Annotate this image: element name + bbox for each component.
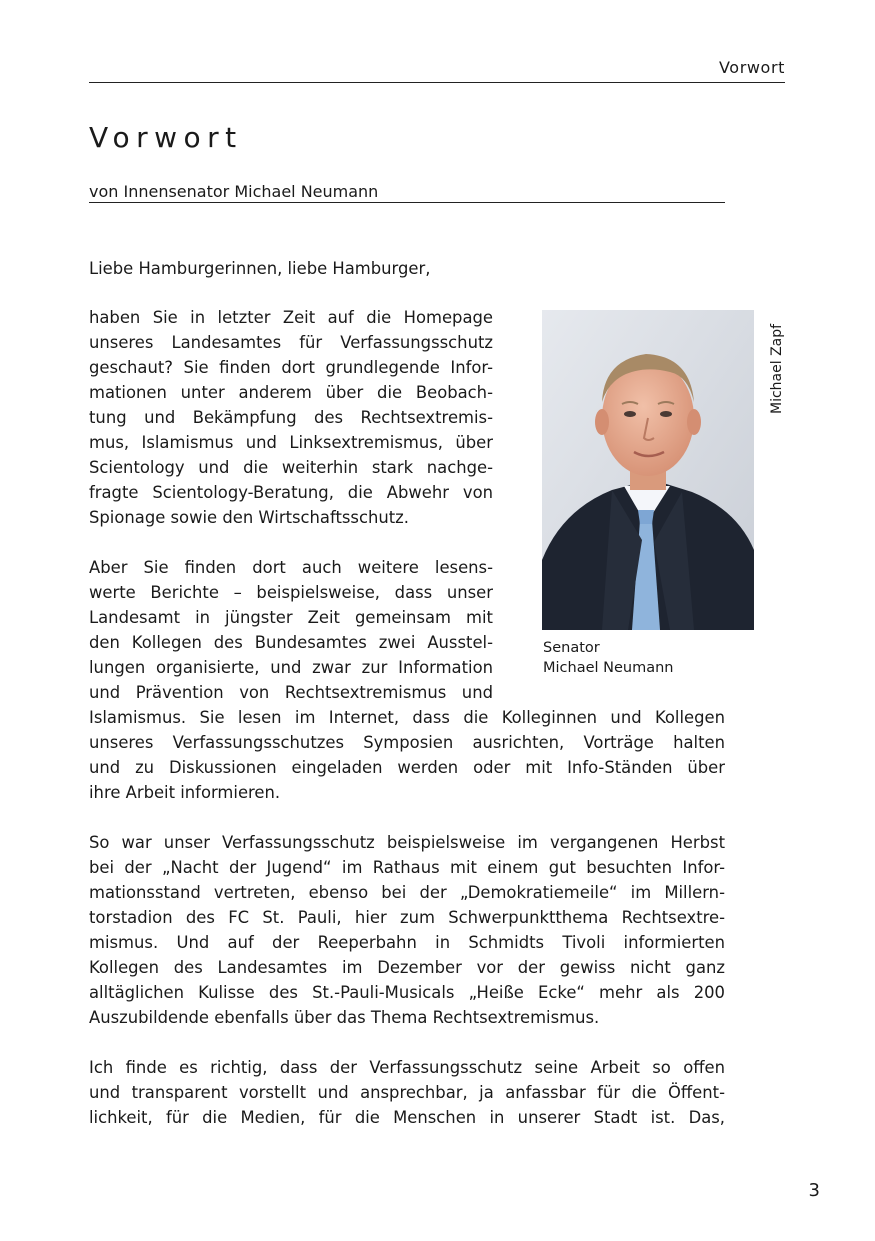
photo-credit: Michael Zapf	[769, 323, 785, 414]
text-line: fragte Scientology-Beratung, die Abwehr von	[89, 483, 493, 502]
text-line: mismus. Und auf der Reeperbahn in Schmidts Tivoli informierten	[89, 933, 725, 952]
text-line: Kollegen des Landesamtes im Dezember vor der gewiss nicht ganz	[89, 958, 725, 977]
text-line: und zu Diskussionen eingeladen werden oder mit Info-Ständen über	[89, 758, 725, 777]
text-line: haben Sie in letzter Zeit auf die Homepage	[89, 308, 493, 327]
paragraph-4	[89, 1055, 725, 1130]
text-line: alltäglichen Kulisse des St.-Pauli-Musicals „Heiße Ecke“ mehr als 200	[89, 983, 725, 1002]
text-line: lichkeit, für die Medien, für die Menschen in unserer Stadt ist. Das,	[89, 1108, 725, 1127]
paragraph-2-continued	[89, 705, 725, 805]
running-header: Vorwort	[719, 58, 785, 77]
page-title: Vorwort	[89, 121, 243, 154]
text-line: torstadion des FC St. Pauli, hier zum Schwerpunktthema Rechtsextre-	[89, 908, 725, 927]
page-number: 3	[808, 1180, 820, 1201]
senator-portrait-photo	[542, 310, 754, 630]
text-line: unseres Verfassungsschutzes Symposien ausrichten, Vorträge halten	[89, 733, 725, 752]
text-line: ihre Arbeit informieren.	[89, 783, 281, 802]
text-line: und transparent vorstellt und ansprechbar, ja anfassbar für die Öffent-	[89, 1083, 725, 1102]
subtitle: von Innensenator Michael Neumann	[89, 182, 725, 203]
text-line: Ich finde es richtig, dass der Verfassungsschutz seine Arbeit so offen	[89, 1058, 725, 1077]
paragraph-3	[89, 830, 725, 1030]
text-line: bei der „Nacht der Jugend“ im Rathaus mit einem gut besuchten Infor-	[89, 858, 725, 877]
greeting: Liebe Hamburgerinnen, liebe Hamburger,	[89, 259, 431, 278]
text-line: unseres Landesamtes für Verfassungsschutz	[89, 333, 493, 352]
text-line: Scientology und die weiterhin stark nachge-	[89, 458, 493, 477]
caption-line-1: Senator	[543, 640, 600, 656]
text-line: Spionage sowie den Wirtschaftsschutz.	[89, 508, 409, 527]
text-line: mationen unter anderem über die Beobach-	[89, 383, 493, 402]
text-line: Aber Sie finden dort auch weitere lesens-	[89, 558, 493, 577]
text-line: Auszubildende ebenfalls über das Thema Rechtsextremismus.	[89, 1008, 600, 1027]
text-line: geschaut? Sie finden dort grundlegende Infor-	[89, 358, 493, 377]
text-line: mus, Islamismus und Linksextremismus, über	[89, 433, 493, 452]
text-line: Islamismus. Sie lesen im Internet, dass die Kolleginnen und Kollegen	[89, 708, 725, 727]
paragraph-1	[89, 305, 493, 530]
text-line: lungen organisierte, und zwar zur Information	[89, 658, 493, 677]
text-line: tung und Bekämpfung des Rechtsextremis-	[89, 408, 493, 427]
text-line: werte Berichte – beispielsweise, dass unser	[89, 583, 493, 602]
text-line: den Kollegen des Bundesamtes zwei Ausstel-	[89, 633, 493, 652]
header-rule	[89, 82, 785, 83]
text-line: Landesamt in jüngster Zeit gemeinsam mit	[89, 608, 493, 627]
caption-line-2: Michael Neumann	[543, 660, 674, 676]
paragraph-2	[89, 555, 493, 705]
text-line: und Prävention von Rechtsextremismus und	[89, 683, 493, 702]
photo-caption	[543, 638, 674, 678]
text-line: So war unser Verfassungsschutz beispielsweise im vergangenen Herbst	[89, 833, 725, 852]
text-line: mationsstand vertreten, ebenso bei der „Demokratiemeile“ im Millern-	[89, 883, 725, 902]
